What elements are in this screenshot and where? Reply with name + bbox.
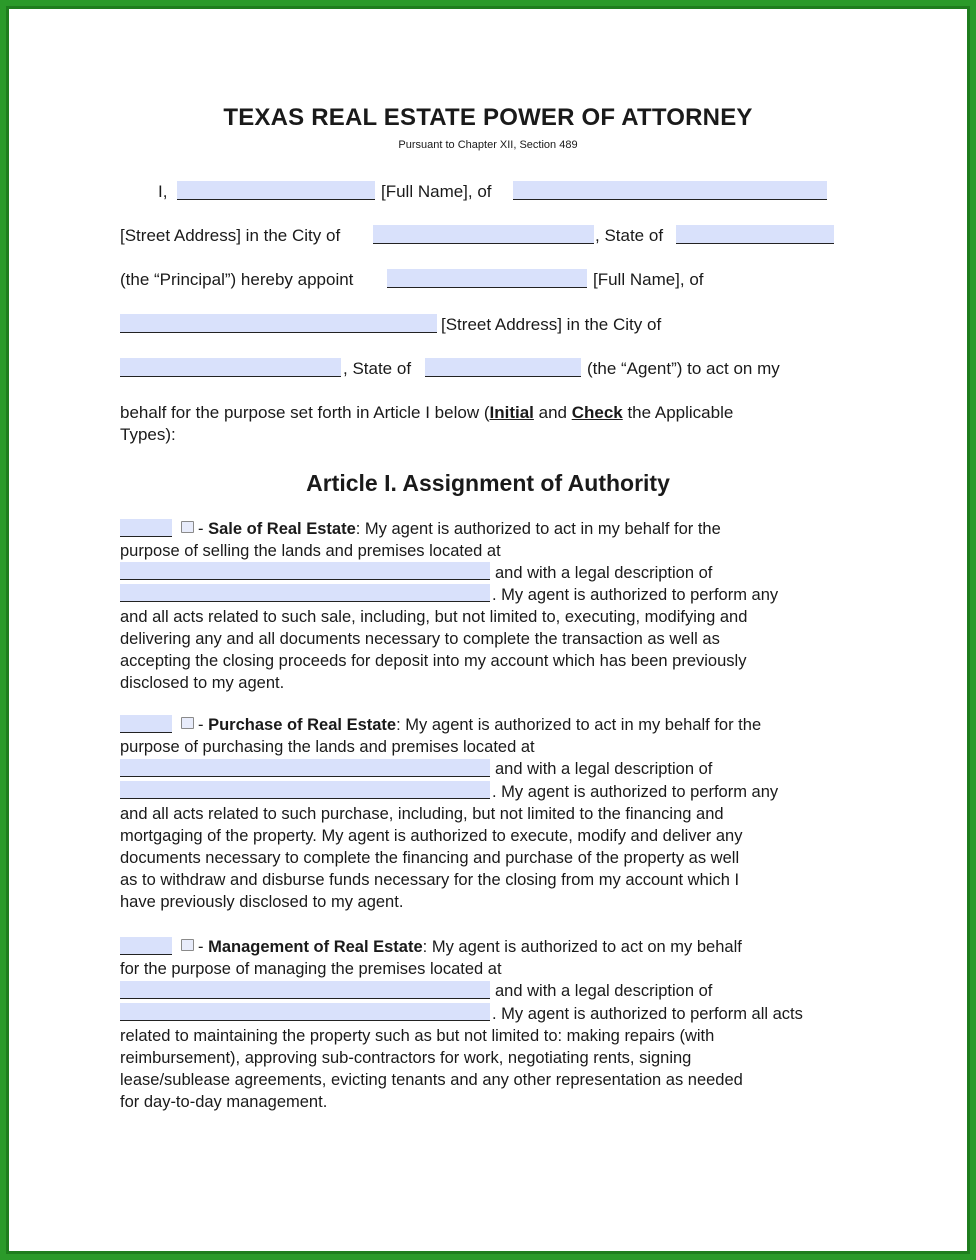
text-agent-act: (the “Agent”) to act on my	[587, 359, 780, 378]
text-i: I,	[158, 182, 168, 201]
management-checkbox[interactable]	[181, 939, 194, 951]
management-line-5: related to maintaining the property such as but not limited to: making repairs (with	[120, 1027, 715, 1045]
purchase-line-4: . My agent is authorized to perform any	[492, 783, 779, 801]
principal-name-field[interactable]	[177, 181, 375, 200]
management-line-8: for day-to-day management.	[120, 1093, 328, 1111]
sale-heading: Sale of Real Estate	[208, 520, 356, 538]
purchase-line-5: and all acts related to such purchase, including, but not limited to the financing and	[120, 805, 724, 823]
sale-initial-field[interactable]	[120, 519, 172, 537]
text-full-name-of: [Full Name], of	[381, 182, 492, 201]
purchase-line-3: and with a legal description of	[495, 760, 713, 778]
text-initial: Initial	[489, 403, 534, 422]
text-state-of-2: , State of	[343, 359, 412, 378]
text-applicable: the Applicable	[622, 403, 734, 422]
purchase-line-6: mortgaging of the property. My agent is authorized to execute, modify and deliver any	[120, 827, 743, 845]
management-line-2: for the purpose of managing the premises located at	[120, 960, 502, 978]
document-title: TEXAS REAL ESTATE POWER OF ATTORNEY	[223, 104, 753, 131]
text-and: and	[533, 403, 572, 422]
sale-line-7: accepting the closing proceeds for deposit into my account which has been previously	[120, 652, 747, 670]
text-street-city: [Street Address] in the City of	[120, 226, 341, 245]
purchase-line-7: documents necessary to complete the financing and purchase of the property as well	[120, 849, 740, 867]
purchase-line1-text: : My agent is authorized to act in my behalf for the	[396, 716, 762, 734]
management-heading: Management of Real Estate	[208, 938, 423, 956]
text-state-of: , State of	[595, 226, 664, 245]
principal-street-field[interactable]	[513, 181, 827, 200]
sale-line1-text: : My agent is authorized to act in my behalf for the	[355, 520, 721, 538]
document-page	[9, 9, 967, 1251]
article-heading: Article I. Assignment of Authority	[306, 470, 670, 496]
document-subtitle: Pursuant to Chapter XII, Section 489	[398, 139, 578, 151]
sale-location-field[interactable]	[120, 562, 490, 580]
text-behalf-purpose	[120, 402, 733, 424]
management-legal-description-field[interactable]	[120, 1003, 490, 1021]
sale-line-5: and all acts related to such sale, including, but not limited to, executing, modifying and	[120, 608, 748, 626]
sale-legal-description-field[interactable]	[120, 584, 490, 602]
purchase-line-9: have previously disclosed to my agent.	[120, 893, 404, 911]
text-check: Check	[571, 403, 623, 422]
sale-checkbox[interactable]	[181, 521, 194, 533]
text-types: Types):	[120, 425, 176, 444]
sale-line-2: purpose of selling the lands and premises located at	[120, 542, 501, 560]
text-street-city-2: [Street Address] in the City of	[441, 315, 662, 334]
purchase-legal-description-field[interactable]	[120, 781, 490, 799]
management-line1-text: : My agent is authorized to act on my behalf	[422, 938, 742, 956]
text-principal-appoint: (the “Principal”) hereby appoint	[120, 270, 354, 289]
purchase-initial-field[interactable]	[120, 715, 172, 733]
purchase-line-2: purpose of purchasing the lands and premises located at	[120, 738, 535, 756]
principal-city-field[interactable]	[373, 225, 594, 244]
purchase-checkbox[interactable]	[181, 717, 194, 729]
purchase-location-field[interactable]	[120, 759, 490, 777]
purchase-line-8: as to withdraw and disburse funds necessary for the closing from my account which I	[120, 871, 740, 889]
agent-city-field[interactable]	[120, 358, 341, 377]
agent-street-field[interactable]	[120, 314, 437, 333]
sale-line-4: . My agent is authorized to perform any	[492, 586, 779, 604]
management-line-4: . My agent is authorized to perform all acts	[492, 1005, 803, 1023]
purchase-heading: Purchase of Real Estate	[208, 716, 397, 734]
sale-line-6: delivering any and all documents necessary to complete the transaction as well as	[120, 630, 720, 648]
sale-line-8: disclosed to my agent.	[120, 674, 285, 692]
agent-state-field[interactable]	[425, 358, 581, 377]
sale-line-1	[198, 518, 721, 540]
purchase-dash: -	[198, 716, 209, 734]
management-line-1	[198, 936, 742, 958]
management-line-3: and with a legal description of	[495, 982, 713, 1000]
text-full-name-of-2: [Full Name], of	[593, 270, 704, 289]
management-initial-field[interactable]	[120, 937, 172, 955]
management-line-6: reimbursement), approving sub-contractors for work, negotiating rents, signing	[120, 1049, 692, 1067]
sale-line-3: and with a legal description of	[495, 564, 713, 582]
management-line-7: lease/sublease agreements, evicting tenants and any other representation as needed	[120, 1071, 743, 1089]
sale-dash: -	[198, 520, 209, 538]
document-frame	[6, 6, 970, 1254]
text-behalf-a: behalf for the purpose set forth in Article I below (	[120, 403, 490, 422]
agent-name-field[interactable]	[387, 269, 587, 288]
management-dash: -	[198, 938, 209, 956]
management-location-field[interactable]	[120, 981, 490, 999]
purchase-line-1	[198, 714, 761, 736]
principal-state-field[interactable]	[676, 225, 834, 244]
